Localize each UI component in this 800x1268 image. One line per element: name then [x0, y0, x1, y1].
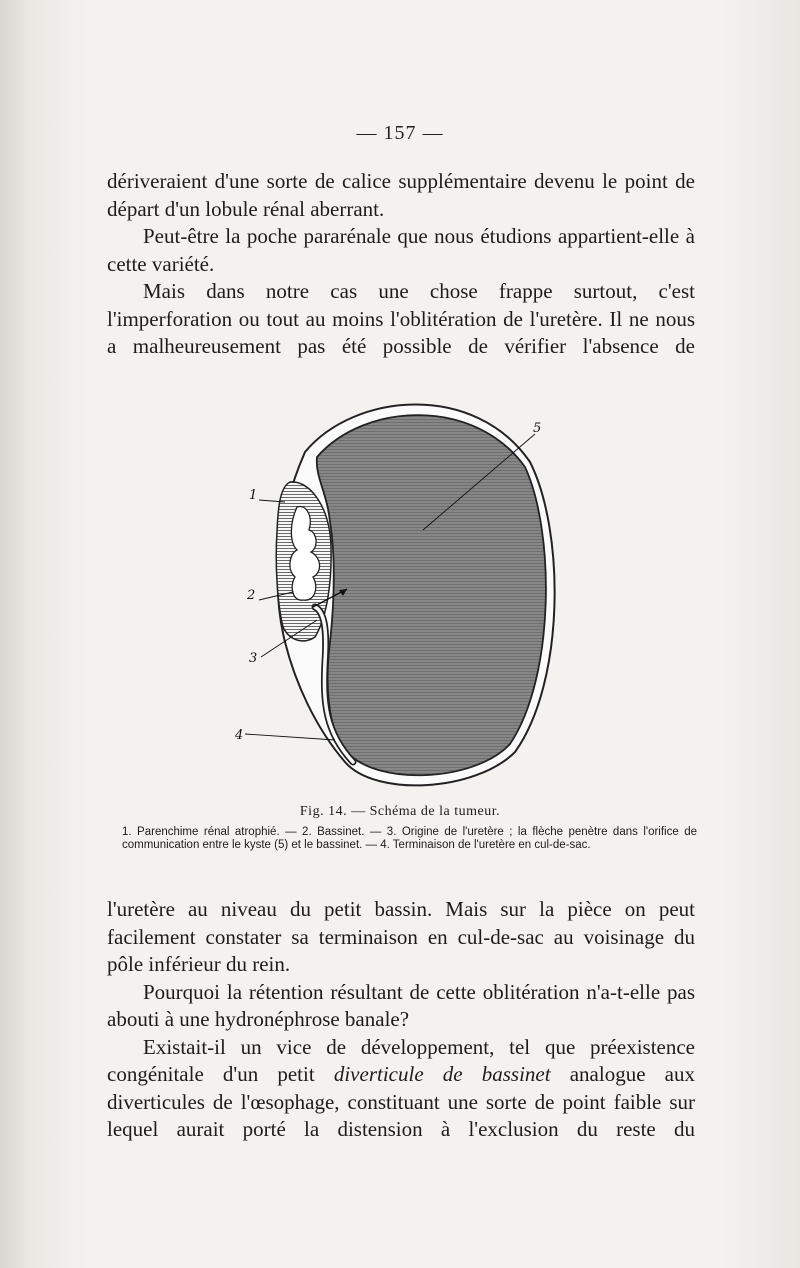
- label-2: 2: [247, 588, 256, 603]
- italic-term: diverticule de bassinet: [333, 1062, 551, 1086]
- paragraph: Peut-être la poche pararénale que nous étudions appartient-elle à cette variété.: [107, 224, 695, 276]
- paragraph: Pourquoi la rétention résultant de cette oblitération n'a-t-elle pas abouti à une hydronéphrose banale?: [107, 979, 695, 1031]
- figure-caption: 1. Parenchime rénal atrophié. — 2. Bassinet. — 3. Origine de l'uretère ; la flèche penètre dans l'orifice de communication entre le kyste (5) et le bassinet. — 4. Terminaison de l'uretère en cul-de-sac.: [122, 826, 697, 851]
- text-run: Existait-il un vice de développement, tel que préexistence congénitale d'un petit: [107, 1034, 695, 1086]
- figure-title: Fig. 14. — Schéma de la tumeur.: [299, 804, 501, 819]
- label-1: 1: [249, 488, 258, 503]
- cyst: [317, 415, 546, 775]
- body-text-bottom: [107, 896, 695, 1144]
- paragraph: Mais dans notre cas une chose frappe surtout, c'est l'imperforation ou tout au moins l'oblitération de l'uretère. Il ne nous a malheureusement pas été possible de vérifier l'absence de: [107, 279, 695, 358]
- paragraph: dériveraient d'une sorte de calice supplémentaire devenu le point de départ d'un lobule rénal aberrant.: [107, 169, 695, 221]
- figure-tumor-schema: [235, 382, 565, 802]
- label-5: 5: [533, 421, 542, 436]
- label-3: 3: [249, 651, 258, 666]
- label-4: 4: [235, 728, 244, 743]
- body-text-top: [107, 168, 695, 361]
- page-number: — 157 —: [356, 122, 444, 144]
- paragraph: l'uretère au niveau du petit bassin. Mais sur la pièce on peut facilement constater sa terminaison en cul-de-sac au voisinage du pôle inférieur du rein.: [107, 897, 695, 976]
- paragraph: [107, 1034, 695, 1144]
- text-run: analogue aux diverticules de l'œsophage, constituant une sorte de point faible sur lequel aurait porté la distension à l'exclusion du reste du: [107, 1062, 696, 1141]
- figure-drawing: [235, 382, 565, 802]
